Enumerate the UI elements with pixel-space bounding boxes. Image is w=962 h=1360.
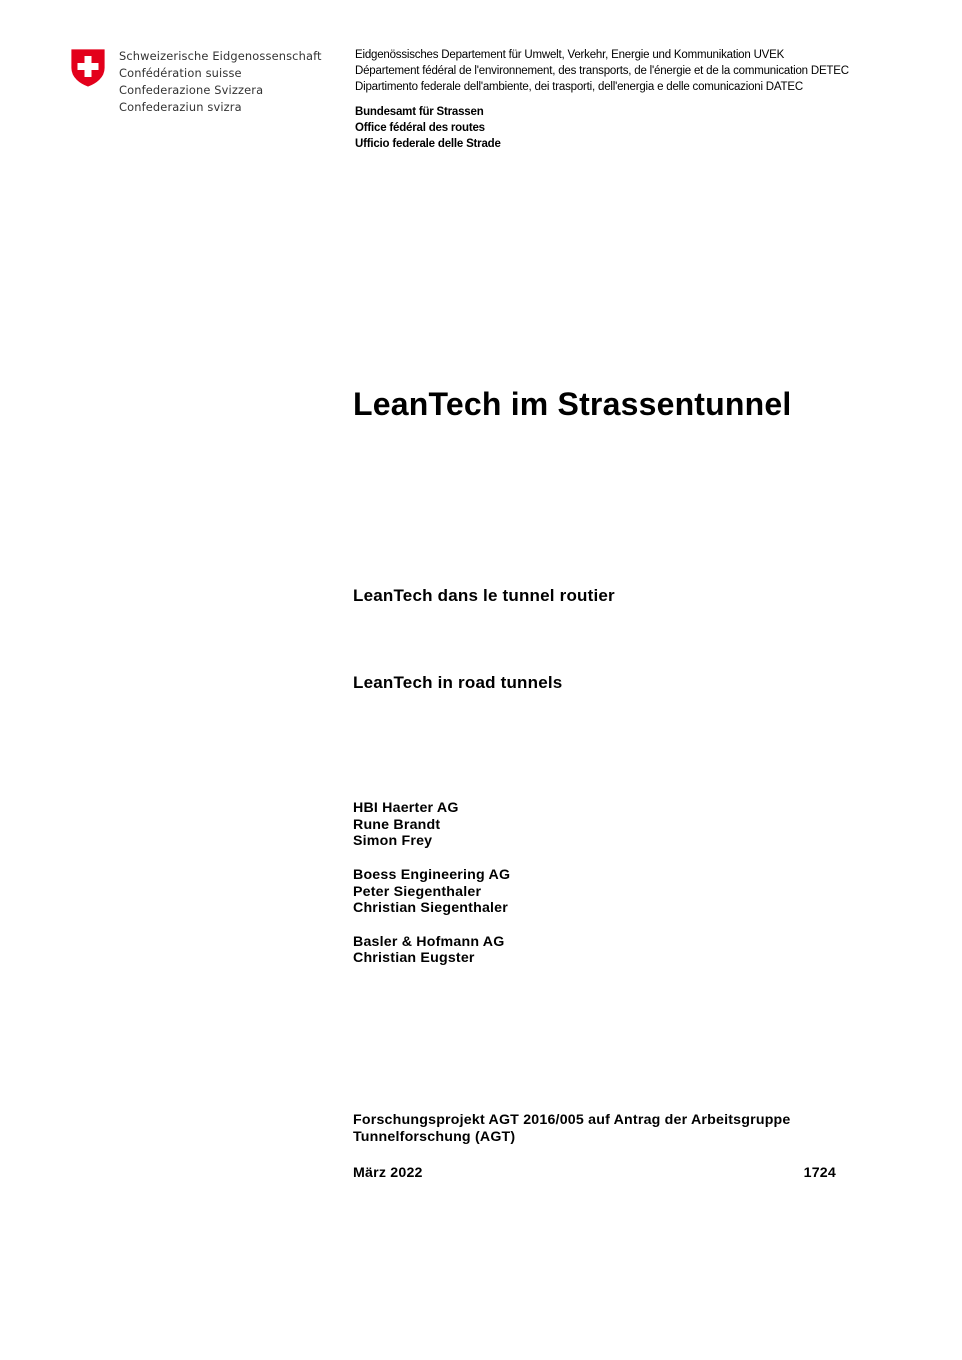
author-person: Rune Brandt (353, 816, 441, 833)
author-group (353, 934, 510, 967)
department-fr: Département fédéral de l'environnement, des transports, de l'énergie et de la communication DETEC (355, 65, 849, 78)
subtitle-english: LeanTech in road tunnels (353, 673, 563, 692)
department-it: Dipartimento federale dell'ambiente, dei trasporti, dell'energia e delle comunicazioni DATEC (355, 81, 803, 94)
project-line: Forschungsprojekt AGT 2016/005 auf Antrag der Arbeitsgruppe (353, 1112, 791, 1128)
confederation-fr: Confédération suisse (119, 66, 242, 80)
office-names (355, 104, 501, 153)
department-names (355, 47, 849, 96)
author-company: HBI Haerter AG (353, 800, 459, 816)
office-it: Ufficio federale delle Strade (355, 138, 501, 151)
confederation-rm: Confederaziun svizra (119, 100, 242, 114)
research-project-note (353, 1112, 791, 1145)
confederation-names (119, 48, 322, 116)
swiss-coat-of-arms-icon (70, 48, 106, 88)
author-person: Christian Siegenthaler (353, 900, 508, 917)
authors-section (353, 800, 510, 984)
author-company: Boess Engineering AG (353, 866, 511, 883)
confederation-de: Schweizerische Eidgenossenschaft (119, 49, 322, 63)
publication-date: März 2022 (353, 1165, 423, 1181)
report-number: 1724 (803, 1165, 836, 1181)
author-person: Christian Eugster (353, 950, 475, 967)
document-title: LeanTech im Strassentunnel (353, 386, 792, 422)
author-group (353, 800, 510, 850)
author-group (353, 867, 510, 917)
author-person: Simon Frey (353, 833, 433, 850)
confederation-it: Confederazione Svizzera (119, 83, 264, 97)
project-line: Tunnelforschung (AGT) (353, 1128, 516, 1145)
office-de: Bundesamt für Strassen (355, 106, 484, 118)
office-fr: Office fédéral des routes (355, 122, 485, 135)
author-person: Peter Siegenthaler (353, 883, 482, 900)
author-company: Basler & Hofmann AG (353, 933, 505, 950)
subtitle-french: LeanTech dans le tunnel routier (353, 586, 615, 605)
department-de: Eidgenössisches Departement für Umwelt, Verkehr, Energie und Kommunikation UVEK (355, 49, 785, 61)
